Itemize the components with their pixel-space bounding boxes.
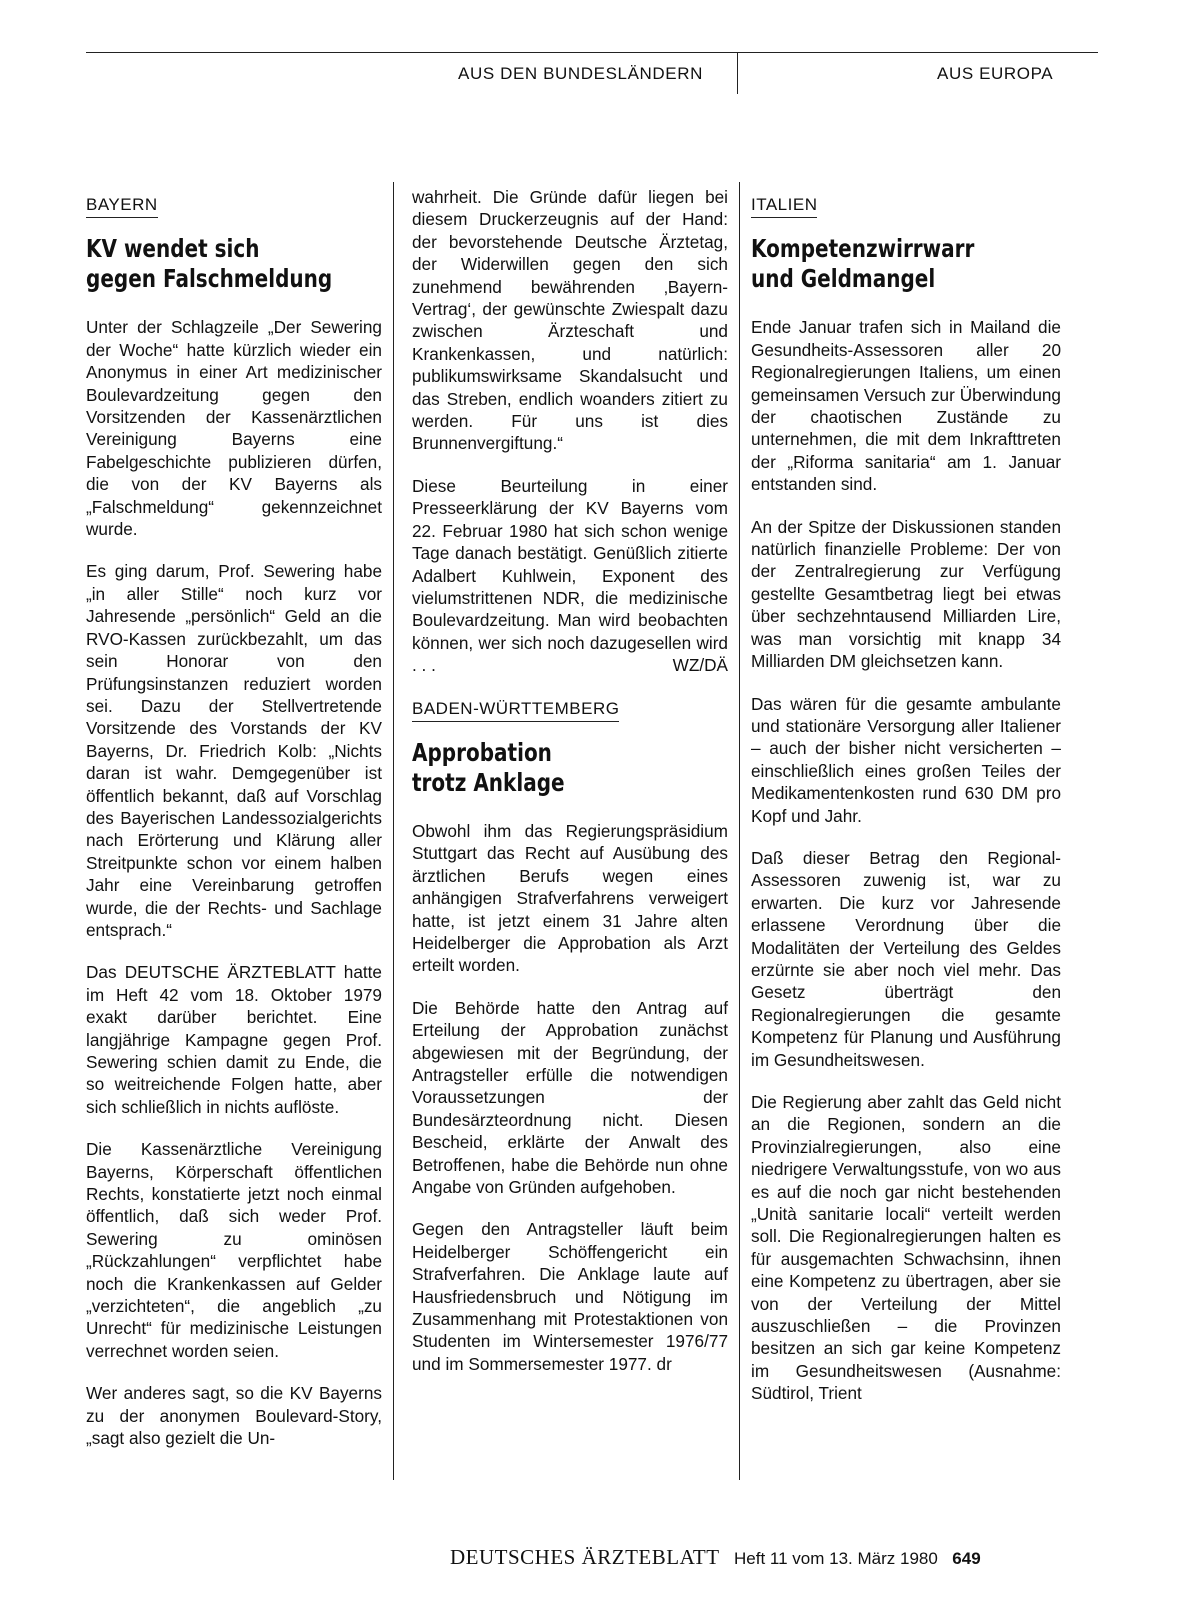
page-number: 649 xyxy=(952,1549,981,1568)
article2-paragraph-1: Obwohl ihm das Regierungspräsidium Stuttgart das Recht auf Ausübung des ärztlichen Berufs wegen eines anhängigen Strafverfahrens verweigert hatte, ist jetzt einem 31 Jahre alten Heidelberger die Approbation als Arzt erteilt worden. xyxy=(412,820,728,976)
column-2 xyxy=(412,186,728,1395)
article1-paragraph-7 xyxy=(412,475,728,677)
headline-line-1: Kompetenzwirrwarr xyxy=(751,234,975,264)
headline-line-2: trotz Anklage xyxy=(412,767,565,797)
kicker-bayern: BAYERN xyxy=(86,194,158,218)
section-header-left: AUS DEN BUNDESLÄNDERN xyxy=(458,64,703,83)
headline-kompetenzwirrwarr xyxy=(751,234,1061,294)
article3-paragraph-1: Ende Januar trafen sich in Mailand die Gesundheits-Assessoren aller 20 Regionalregierungen Italiens, um einen gemeinsamen Versuch zur Überwindung der chaotischen Zustände zu unternehmen, die mit dem Inkrafttreten der „Riforma sanitaria“ am 1. Januar entstanden sind. xyxy=(751,317,1061,495)
headline-line-1: KV wendet sich xyxy=(86,234,260,264)
article3-paragraph-2: An der Spitze der Diskussionen standen natürlich finanzielle Probleme: Der von der Zentralregierung zur Verfügung gestellte Gesamtbetrag liegt bei etwas über sechzehntausend Milliarden Lire, was man vorsichtig mit knapp 34 Milliarden DM gleichsetzen kann. xyxy=(751,516,1061,672)
kicker-italien: ITALIEN xyxy=(751,194,817,218)
article2-paragraph-2: Die Behörde hatte den Antrag auf Erteilung der Approbation zunächst abgewiesen mit der Begründung, der Antragsteller erfülle die notwendigen Voraussetzungen der Bundesärzteordnung nicht. Diesen Bescheid, erklärte der Anwalt des Betroffenen, habe die Behörde nun ohne Angabe von Gründen aufgehoben. xyxy=(412,997,728,1198)
article2-paragraph-3: Gegen den Antragsteller läuft beim Heidelberger Schöffengericht ein Strafverfahren. Die Anklage laute auf Hausfriedensbruch und Nötigung im Zusammenhang mit Protestaktionen von Studenten im Wintersemester 1976/77 und im Sommersemester 1977. dr xyxy=(412,1219,728,1374)
article1-paragraph-6: wahrheit. Die Gründe dafür liegen bei diesem Druckerzeugnis auf der Hand: der bevorstehende Deutsche Ärztetag, der Widerwillen gegen den sich zunehmend bewährenden ‚Bayern-Vertrag‘, der gewünschte Zwiespalt dazu zwischen Ärzteschaft und Krankenkassen, und natürlich: publikumswirksame Skandalsucht und das Streben, endlich woanders zitiert zu werden. Für uns ist dies Brunnenvergiftung.“ xyxy=(412,187,728,454)
column-divider-left xyxy=(393,182,394,1480)
headline-line-1: Approbation xyxy=(412,737,552,767)
article1-paragraph-2: Es ging darum, Prof. Sewering habe „in aller Stille“ noch kurz vor Jahresende „persönlich“ Geld an die RVO-Kassen zurückbezahlt, um das sein Honorar von den Prüfungsinstanzen reduziert worden sei. Dazu der Stellvertretende Vorsitzende des Vorstands der KV Bayerns, Dr. Friedrich Kolb: „Nichts daran ist wahr. Demgegenüber ist öffentlich bekannt, daß auf Vorschlag des Bayerischen Landessozialgerichts nach Erörterung und Klärung aller Streitpunkte schon vor einem halben Jahr eine Vereinbarung getroffen wurde, die der Rechts- und Sachlage entsprach.“ xyxy=(86,561,382,940)
article3-paragraph-5: Die Regierung aber zahlt das Geld nicht an die Regionen, sondern an die Provinzialregierungen, also eine niedrigere Verwaltungsstufe, von wo aus es auf die noch gar nicht bestehenden „Unità sanitarie locali“ verteilt werden soll. Die Regionalregierungen halten es für ausgemachten Schwachsinn, ihnen eine Kompetenz zu übertragen, aber sie von der Verteilung der Mittel auszuschließen – die Provinzen besitzen an sich gar keine Kompetenz im Gesundheitswesen (Ausnahme: Südtirol, Trient xyxy=(751,1092,1061,1404)
headline-line-2: und Geldmangel xyxy=(751,264,936,294)
article1-paragraph-5: Wer anderes sagt, so die KV Bayerns zu der anonymen Boulevard-Story, „sagt also gezielt die Un- xyxy=(86,1383,382,1449)
article1-paragraph-7-text: Diese Beurteilung in einer Presseerklärung der KV Bayerns vom 22. Februar 1980 hat sich schon wenige Tage danach bestätigt. Genüßlich zitierte Adalbert Kuhlwein, Exponent des vielumstrittenen NDR, die medizinische Boulevardzeitung. Man wird beobachten können, wer sich noch dazugesellen wird . . . xyxy=(412,475,728,676)
section-header-right: AUS EUROPA xyxy=(937,64,1054,83)
article1-paragraph-4: Die Kassenärztliche Vereinigung Bayerns, Körperschaft öffentlichen Rechts, konstatierte jetzt noch einmal öffentlich, daß sich weder Prof. Sewering zu ominösen „Rückzahlungen“ verpflichtet habe noch die Krankenkassen auf Gelder „verzichteten“, die angeblich „zu Unrecht“ für medizinische Leistungen verrechnet worden seien. xyxy=(86,1139,382,1361)
headline-kv-wendet-sich xyxy=(86,234,382,294)
column-divider-right xyxy=(739,182,740,1480)
page-footer xyxy=(450,1545,981,1570)
kicker-baden-wuerttemberg: BADEN-WÜRTTEMBERG xyxy=(412,698,619,722)
top-rule xyxy=(86,52,1098,53)
headline-line-2: gegen Falschmeldung xyxy=(86,264,333,294)
column-3 xyxy=(751,193,1061,1425)
article3-paragraph-4: Daß dieser Betrag den Regional-Assessoren zuwenig ist, war zu erwarten. Die kurz vor Jahresende erlassene Verordnung über die Modalitäten der Verteilung des Geldes erzürnte sie aber noch viel mehr. Das Gesetz überträgt den Regionalregierungen die gesamte Kompetenz für Planung und Ausführung im Gesundheitswesen. xyxy=(751,847,1061,1070)
issue-info: Heft 11 vom 13. März 1980 xyxy=(734,1549,938,1568)
article3-paragraph-3: Das wären für die gesamte ambulante und stationäre Versorgung aller Italiener – auch der bisher nicht versicherten – einschließlich eines großen Teiles der Medikamentenkosten rund 630 DM pro Kopf und Jahr. xyxy=(751,693,1061,826)
author-signature: WZ/DÄ xyxy=(672,655,728,676)
headline-approbation xyxy=(412,738,728,798)
header-divider xyxy=(737,52,738,94)
article1-paragraph-3: Das DEUTSCHE ÄRZTEBLATT hatte im Heft 42 vom 18. Oktober 1979 exakt darüber berichtet. Eine langjährige Kampagne gegen Prof. Sewering schien damit zu Ende, die so weitreichende Folgen hatte, aber sich schließlich in nichts auflöste. xyxy=(86,962,382,1117)
article1-paragraph-1: Unter der Schlagzeile „Der Sewering der Woche“ hatte kürzlich wieder ein Anonymus in einer Art medizinischer Boulevardzeitung gegen den Vorsitzenden der Kassenärztlichen Vereinigung Bayerns eine Fabelgeschichte publizieren dürfen, die von der KV Bayerns als „Falschmeldung“ gekennzeichnet wurde. xyxy=(86,317,382,540)
masthead: DEUTSCHES ÄRZTEBLATT xyxy=(450,1545,720,1569)
column-1 xyxy=(86,193,382,1470)
